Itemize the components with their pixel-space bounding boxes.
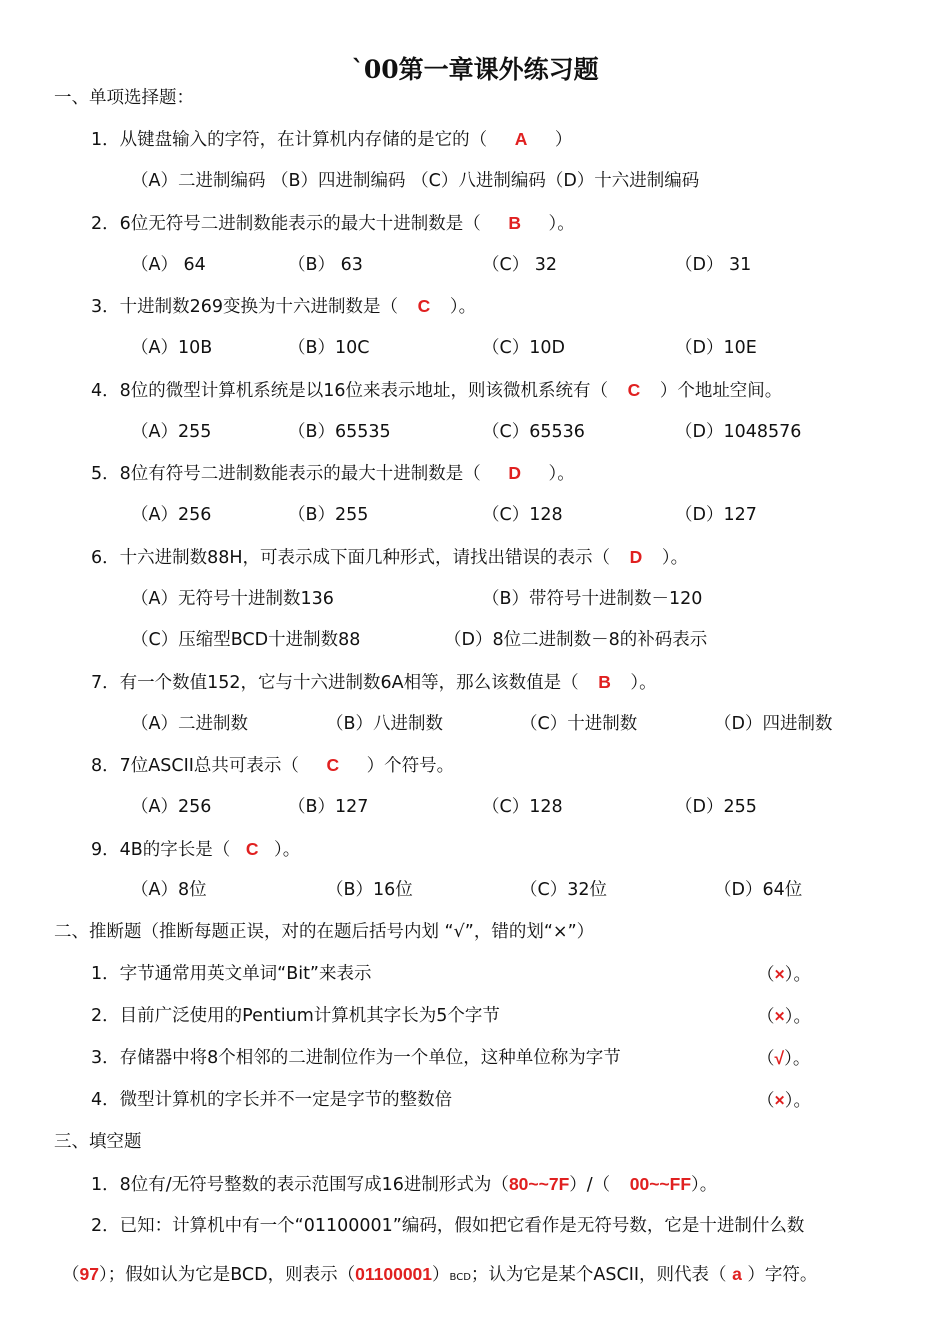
- option-3c: （C）10D: [482, 338, 565, 358]
- option-2a: （A） 64: [131, 255, 206, 275]
- answer-1: A: [514, 129, 528, 149]
- question-6: 6．十六进制数88H，可表示成下面几种形式，请找出错误的表示（ D ）。: [91, 547, 689, 568]
- option-3d: （D）10E: [675, 338, 757, 358]
- question-7: 7．有一个数值152，它与十六进制数6A相等，那么该数值是（ B ）。: [91, 672, 657, 693]
- answer-9: C: [245, 839, 259, 859]
- fill-answer-2a: 97: [79, 1264, 99, 1284]
- options-1: （A）二进制编码 （B）四进制编码 （C）八进制编码（D）十六进制编码: [131, 171, 700, 191]
- option-3a: （A）10B: [131, 338, 213, 358]
- option-4b: （B）65535: [288, 422, 391, 442]
- question-9: 9．4B的字长是（ C ）。: [91, 839, 301, 860]
- option-9b: （B）16位: [326, 880, 413, 900]
- bcd-subscript: BCD: [449, 1272, 471, 1283]
- fill-answer-1b: 00~~FF: [629, 1174, 692, 1194]
- fill-question-1: 1．8位有/无符号整数的表示范围写成16进制形式为（80~~7F）/（ 00~~FF）。: [91, 1174, 718, 1195]
- answer-2: B: [508, 213, 521, 233]
- tf-statement-2: 2．目前广泛使用的Pentium计算机其字长为5个字节: [91, 1006, 500, 1026]
- question-2: 2．6位无符号二进制数能表示的最大十进制数是（ B ）。: [91, 213, 575, 234]
- option-6b: （B）带符号十进制数－120: [482, 589, 703, 609]
- option-6a: （A）无符号十进制数136: [131, 589, 334, 609]
- option-7a: （A）二进制数: [131, 714, 248, 734]
- question-1: 1．从键盘输入的字符，在计算机内存储的是它的（ A ）: [91, 129, 573, 150]
- tf-mark-2: （×）。: [757, 1006, 811, 1027]
- answer-7: B: [598, 672, 611, 692]
- option-4d: （D）1048576: [675, 422, 802, 442]
- question-3: 3．十进制数269变换为十六进制数是（ C ）。: [91, 296, 477, 317]
- tf-statement-3: 3．存储器中将8个相邻的二进制位作为一个单位，这种单位称为字节: [91, 1048, 621, 1068]
- tf-mark-4: （×）。: [757, 1090, 811, 1111]
- option-9d: （D）64位: [714, 880, 803, 900]
- option-5c: （C）128: [482, 505, 563, 525]
- fill-answer-2c: a: [732, 1264, 742, 1284]
- tf-statement-4: 4．微型计算机的字长并不一定是字节的整数倍: [91, 1090, 453, 1110]
- option-8c: （C）128: [482, 797, 563, 817]
- fill-answer-2b: 01100001: [355, 1264, 433, 1284]
- option-8a: （A）256: [131, 797, 212, 817]
- option-7d: （D）四进制数: [714, 714, 833, 734]
- question-5: 5．8位有符号二进制数能表示的最大十进制数是（ D ）。: [91, 463, 575, 484]
- tf-mark-1: （×）。: [757, 964, 811, 985]
- fill-question-2-line1: 2．已知：计算机中有一个“01100001”编码，假如把它看作是无符号数，它是十进制什么数: [91, 1216, 805, 1236]
- question-4: 4．8位的微型计算机系统是以16位来表示地址，则该微机系统有（ C ）个地址空间。: [91, 380, 783, 401]
- option-8d: （D）255: [675, 797, 757, 817]
- answer-5: D: [508, 463, 521, 483]
- section-heading-fill-blank: 三、填空题: [54, 1132, 142, 1152]
- option-4a: （A）255: [131, 422, 212, 442]
- option-6c: （C）压缩型BCD十进制数88: [131, 630, 361, 650]
- option-8b: （B）127: [288, 797, 369, 817]
- answer-8: C: [326, 755, 340, 775]
- page-title: `00第一章课外练习题: [351, 55, 599, 84]
- option-2b: （B） 63: [288, 255, 363, 275]
- question-8: 8．7位ASCII总共可表示（ C ）个符号。: [91, 755, 455, 776]
- fill-question-2-line2: （97）；假如认为它是BCD，则表示（01100001）BCD；认为它是某个ASCII，则代表（ a ）字符。: [62, 1264, 818, 1285]
- option-2d: （D） 31: [675, 255, 752, 275]
- answer-4: C: [627, 380, 641, 400]
- option-5d: （D）127: [675, 505, 757, 525]
- option-7c: （C）十进制数: [520, 714, 638, 734]
- option-6d: （D）8位二进制数－8的补码表示: [444, 630, 708, 650]
- option-9c: （C）32位: [520, 880, 607, 900]
- option-5b: （B）255: [288, 505, 369, 525]
- section-heading-true-false: 二、推断题（推断每题正误，对的在题后括号内划 “√”，错的划“×”）: [54, 922, 595, 942]
- fill-answer-1a: 80~~7F: [508, 1174, 570, 1194]
- option-3b: （B）10C: [288, 338, 370, 358]
- option-4c: （C）65536: [482, 422, 585, 442]
- option-5a: （A）256: [131, 505, 212, 525]
- answer-6: D: [629, 547, 643, 567]
- option-9a: （A）8位: [131, 880, 207, 900]
- option-2c: （C） 32: [482, 255, 558, 275]
- section-heading-single-choice: 一、单项选择题：: [54, 88, 194, 108]
- tf-statement-1: 1．字节通常用英文单词“Bit”来表示: [91, 964, 372, 984]
- answer-3: C: [417, 296, 431, 316]
- option-7b: （B）八进制数: [326, 714, 444, 734]
- tf-mark-3: （√）。: [757, 1048, 811, 1069]
